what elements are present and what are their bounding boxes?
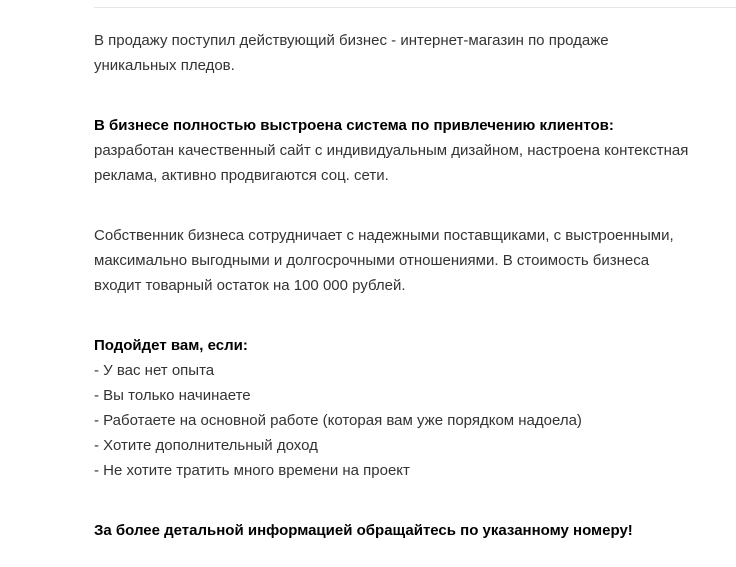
intro-line: уникальных пледов. — [94, 57, 235, 74]
suitable-section — [94, 333, 734, 483]
top-divider — [94, 7, 736, 8]
list-item: - Хотите дополнительный доход — [94, 437, 318, 454]
intro-line: В продажу поступил действующий бизнес - интернет-магазин по продаже — [94, 32, 609, 49]
marketing-line: разработан качественный сайт с индивидуальным дизайном, настроена контекстная — [94, 142, 689, 159]
list-item: - Вы только начинаете — [94, 387, 251, 404]
list-item: - Не хотите тратить много времени на проект — [94, 462, 410, 479]
supplier-paragraph — [94, 223, 734, 298]
supplier-line: Собственник бизнеса сотрудничает с надежными поставщиками, с выстроенными, — [94, 227, 674, 244]
list-item: - Работаете на основной работе (которая вам уже порядком надоела) — [94, 412, 582, 429]
contact-call-to-action: За более детальной информацией обращайтесь по указанному номеру! — [94, 522, 633, 539]
marketing-paragraph — [94, 113, 734, 188]
listing-description — [94, 28, 734, 543]
marketing-line: реклама, активно продвигаются соц. сети. — [94, 167, 389, 184]
suitable-heading: Подойдет вам, если: — [94, 337, 248, 354]
supplier-line: максимально выгодными и долгосрочными отношениями. В стоимость бизнеса — [94, 252, 650, 269]
suitable-list — [94, 358, 734, 483]
intro-paragraph — [94, 28, 734, 78]
supplier-line: входит товарный остаток на 100 000 рублей. — [94, 277, 406, 294]
list-item: - У вас нет опыта — [94, 362, 215, 379]
marketing-heading: В бизнесе полностью выстроена система по привлечению клиентов: — [94, 117, 614, 134]
